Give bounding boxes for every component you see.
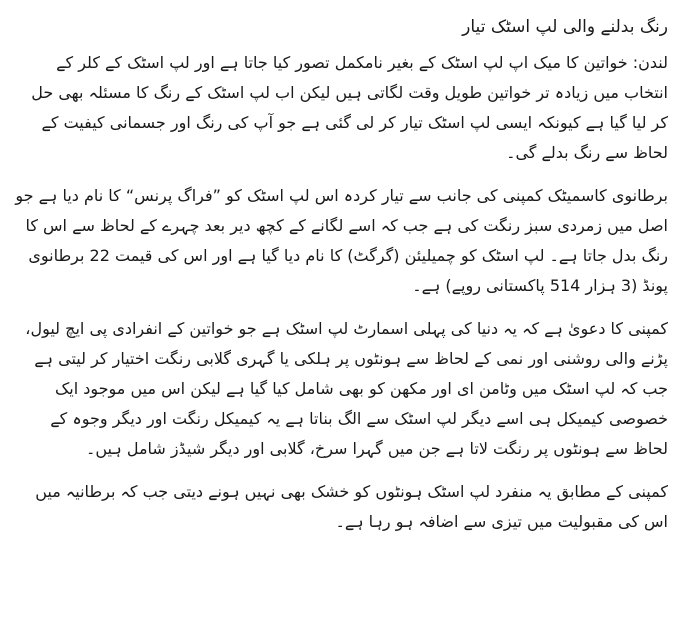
article-paragraph-2: برطانوی کاسمیٹک کمپنی کی جانب سے تیار کردہ اس لپ اسٹک کو ”فراگ پرنس“ کا نام دیا ہے جو اصل میں زمردی سبز رنگت کی ہے جب کہ اسے لگانے کے کچھ دیر بعد چہرے کے لحاظ سے اس کا رنگ بدل جاتا ہے۔ لپ اسٹک کو چمیلیئن (گرگٹ) کا نام دیا گیا ہے اور اس کی قیمت 22 برطانوی پونڈ (3 ہزار 514 پاکستانی روپے) ہے۔	[15, 186, 668, 295]
article-paragraph-3: کمپنی کا دعویٰ ہے کہ یہ دنیا کی پہلی اسمارٹ لپ اسٹک ہے جو خواتین کے انفرادی پی ایچ لیول، پڑنے والی روشنی اور نمی کے لحاظ سے ہونٹوں پر ہلکی یا گہری گلابی رنگت اختیار کر لیتی ہے جب کہ لپ اسٹک میں وٹامن ای اور مکھن کو بھی شامل کیا گیا ہے لیکن اس میں موجود ایک خصوصی کیمیکل ہی اسے دیگر لپ اسٹک سے الگ بناتا ہے یہ کیمیکل رنگت اور دیگر وجوہ کے لحاظ سے ہونٹوں پر رنگت لاتا ہے جن میں گہرا سرخ، گلابی اور دیگر شیڈز شامل ہیں۔	[25, 319, 668, 458]
article-paragraph-1: لندن: خواتین کا میک اپ لپ اسٹک کے بغیر نامکمل تصور کیا جاتا ہے اور لپ اسٹک کے کلر کے انتخاب میں زیادہ تر خواتین طویل وقت لگاتی ہیں لیکن اب لپ اسٹک کے رنگ کا مسئلہ بھی حل کر لیا گیا ہے کیونکہ ایسی لپ اسٹک تیار کر لی گئی ہے جو آپ کی رنگ اور جسمانی کیفیت کے لحاظ سے رنگ بدلے گی۔	[31, 53, 668, 162]
article-paragraph-4: کمپنی کے مطابق یہ منفرد لپ اسٹک ہونٹوں کو خشک بھی نہیں ہونے دیتی جب کہ برطانیہ میں اس کی مقبولیت میں تیزی سے اضافہ ہو رہا ہے۔	[35, 482, 668, 531]
article-headline: رنگ بدلنے والی لپ اسٹک تیار	[462, 17, 668, 37]
